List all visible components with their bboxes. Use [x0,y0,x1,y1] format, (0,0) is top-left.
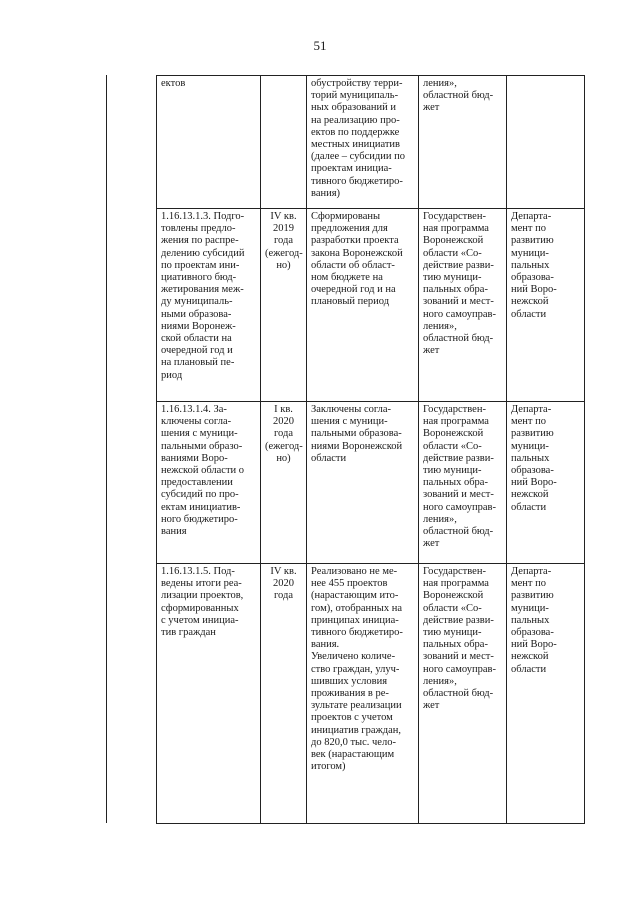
page-number: 51 [313,38,327,53]
term-cell: I кв. 2020 года (ежегод- но) [261,402,307,564]
event-cell: 1.16.13.1.3. Подго- товлены предло- жения по распре- делению субсидий по проектам ини- циативного бюд- жетирования меж- ду муниципаль- ными образова- ниями Воронеж- ской области на очередной год и на плановый пе- риод [157,209,261,402]
event-cell: 1.16.13.1.5. Под- ведены итоги реа- лизации проектов, сформированных с учетом инициа- тив граждан [157,564,261,824]
table-row [157,209,585,402]
table-row [157,564,585,824]
program-cell: Государствен- ная программа Воронежской области «Со- действие разви- тию муници- пальных обра- зований и мест- ного самоуправ- ления», областной бюд- жет [419,402,507,564]
result-cell: Заключены согла- шения с муници- пальными образова- ниями Воронежской области [307,402,419,564]
table-row [157,76,585,209]
program-cell: Государствен- ная программа Воронежской области «Со- действие разви- тию муници- пальных обра- зований и мест- ного самоуправ- ления», областной бюд- жет [419,209,507,402]
plan-table [156,75,585,824]
executor-cell: Департа- мент по развитию муници- пальных образова- ний Воро- нежской области [507,402,585,564]
left-margin-rule [106,75,107,823]
event-cell: 1.16.13.1.4. За- ключены согла- шения с муници- пальными образо- ваниями Воро- нежской области о предоставлении субсидий по про- ектам инициатив- ного бюджетиро- вания [157,402,261,564]
program-cell: Государствен- ная программа Воронежской области «Со- действие разви- тию муници- пальных обра- зований и мест- ного самоуправ- ления», областной бюд- жет [419,564,507,824]
executor-cell: Департа- мент по развитию муници- пальных образова- ний Воро- нежской области [507,564,585,824]
event-cell: ектов [157,76,261,209]
executor-cell [507,76,585,209]
executor-cell: Департа- мент по развитию муници- пальных образова- ний Воро- нежской области [507,209,585,402]
term-cell [261,76,307,209]
result-cell: Сформированы предложения для разработки проекта закона Воронежской области об област- ном бюджете на очередной год и на плановый период [307,209,419,402]
term-cell: IV кв. 2019 года (ежегод- но) [261,209,307,402]
table-row [157,402,585,564]
result-cell: обустройству терри- торий муниципаль- ных образований и на реализацию про- ектов по поддержке местных инициатив (далее – субсидии по проектам инициа- тивного бюджетиро- вания) [307,76,419,209]
result-cell: Реализовано не ме- нее 455 проектов (нарастающим ито- гом), отобранных на принципах инициа- тивного бюджетиро- вания. Увеличено количе- ство граждан, улуч- шивших условия проживания в ре- зультате реализации проектов с учетом инициатив граждан, до 820,0 тыс. чело- век (нарастающим итогом) [307,564,419,824]
term-cell: IV кв. 2020 года [261,564,307,824]
program-cell: ления», областной бюд- жет [419,76,507,209]
